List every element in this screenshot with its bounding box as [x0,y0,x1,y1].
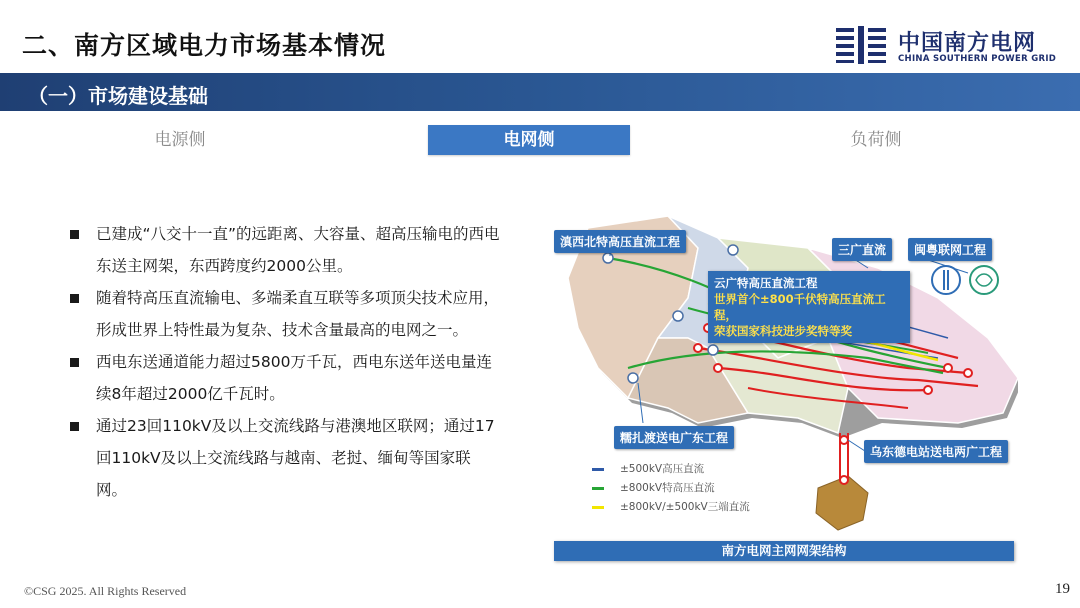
bullet-text: 随着特高压直流输电、多端柔直互联等多项顶尖技术应用，形成世界上特性最为复杂、技术含量最高的电网之一。 [96,289,500,339]
square-bullet-icon [70,230,79,239]
callout-line3-b: 国家科技进步奖特等奖 [737,324,852,338]
tab-load-side[interactable]: 负荷侧 [850,130,902,150]
csg-logo-icon [836,26,888,64]
company-logo [836,22,1066,68]
copyright: ©CSG 2025. All Rights Reserved [24,584,187,598]
label-dian-xibei: 滇西北特高压直流工程 [554,230,686,253]
section-title: （一）市场建设基础 [28,84,208,108]
label-wudongde: 乌东德电站送电两广工程 [864,440,1008,463]
tab-power-grid[interactable]: 电网侧 [428,125,630,155]
callout-line3-a: 荣获 [714,324,737,338]
bullet-item [70,282,500,346]
bullet-text: 通过23回110kV及以上交流线路与港澳地区联网；通过17回110kV及以上交流线路与越南、老挝、缅甸等国家联网。 [96,417,495,499]
legend-item [592,498,750,517]
legend-item [592,479,750,498]
legend-label: ±800kV/±500kV三端直流 [620,501,750,513]
bullet-item [70,218,500,282]
label-min-yue: 闽粤联网工程 [908,238,992,261]
callout-line3 [714,323,904,339]
logo-name-en: CHINA SOUTHERN POWER GRID [898,54,1057,64]
page-title: 二、南方区域电力市场基本情况 [22,31,387,60]
label-nuozhadu: 糯扎渡送电广东工程 [614,426,734,449]
grid-map [548,208,1018,563]
callout-title: 云广特高压直流工程 [714,276,818,290]
yunguang-callout [708,271,910,343]
legend-label: ±500kV高压直流 [620,463,705,475]
map-caption: 南方电网主网网架结构 [554,541,1014,561]
legend-line-icon [592,487,604,490]
bullet-item [70,346,500,410]
map-legend [592,460,750,517]
bullet-text: 西电东送通道能力超过5800万千瓦，西电东送年送电量连续8年超过2000亿千瓦时。 [96,353,492,403]
logo-name-cn: 中国南方电网 [898,31,1037,56]
bullet-item [70,410,500,506]
label-san-guang: 三广直流 [832,238,892,261]
legend-line-icon [592,468,604,471]
page-number: 19 [1055,581,1070,597]
callout-line2: 世界首个±800千伏特高压直流工程， [714,292,886,322]
square-bullet-icon [70,358,79,367]
legend-line-icon [592,506,604,509]
square-bullet-icon [70,294,79,303]
tab-power-source[interactable]: 电源侧 [154,130,206,150]
bullet-text: 已建成“八交十一直”的远距离、大容量、超高压输电的西电东送主网架，东西跨度约2000公里。 [96,225,500,275]
legend-label: ±800kV特高压直流 [620,482,715,494]
section-header-bar [0,73,1080,111]
bullet-list [70,218,500,506]
legend-item [592,460,750,479]
square-bullet-icon [70,422,79,431]
